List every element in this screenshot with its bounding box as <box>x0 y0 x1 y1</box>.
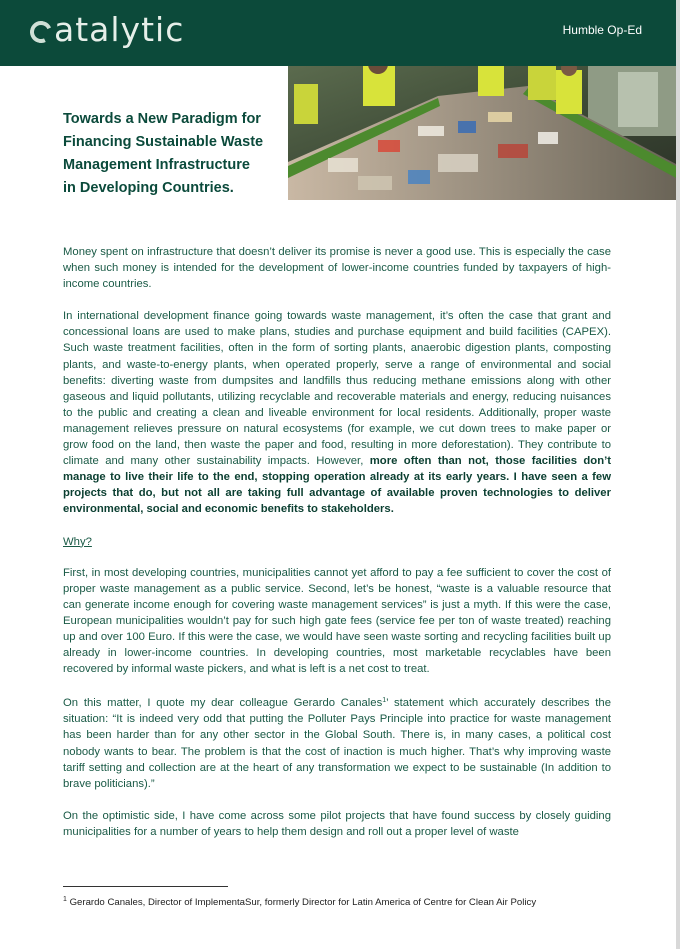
paragraph-intro: Money spent on infrastructure that doesn’t deliver its promise is never a good use. This is especially the case when such money is intended for the development of lower-income countries funded by taxpayers of high-income countries. <box>63 246 611 291</box>
title-line: Towards a New Paradigm for <box>63 111 261 127</box>
paragraph-finance <box>63 308 611 517</box>
article-body <box>63 244 611 856</box>
logo-c-icon <box>27 18 55 46</box>
brand-name: atalytic <box>54 10 185 49</box>
paragraph-quote-b: ’ statement which accurately describes the situation: “It is indeed very odd that putting the Polluter Pays Principle into practice for waste management has been harder than for any other sector in the Global South. There is, in many cases, a political cost nobody wants to bear. The problem is that the cost of inaction is much higher. That’s why improving waste tariff setting and collection are at the heart of any transformation we expect to be sustainable (In addition to brave politicians).” <box>63 697 611 790</box>
series-label: Humble Op-Ed <box>562 23 642 37</box>
title-line: Financing Sustainable Waste <box>63 134 264 150</box>
footnote-text: Gerardo Canales, Director of ImplementaSur, formerly Director for Latin America of Centre for Clean Air Policy <box>69 897 537 908</box>
paragraph-finance-bold: more often than not, those facilities don’t manage to live their life to the end, stopping operation already at its early years. I have seen a few projects that do, but not all are taking full advantage of available proven technologies to deliver environmental, social and economic benefits to stakeholders. <box>63 455 611 516</box>
sorting-line-photo <box>288 66 676 200</box>
article-title <box>63 108 283 200</box>
paragraph-reasons: First, in most developing countries, municipalities cannot yet afford to pay a fee sufficient to cover the cost of proper waste management as a public service. Second, let’s be honest, “waste is a valuable resource that can generate income enough for covering waste management services” is just a myth. If this were the case, European municipalities wouldn’t pay for such high gate fees (service fee per ton of waste treated) reaching up and over 100 Euro. If this were the case, we would have seen waste sorting and recycling facilities built up already in lower-income countries. In developing countries, most marketable recyclables have been recovered by informal waste pickers, and what is left is a net cost to treat. <box>63 566 611 676</box>
footnote <box>63 893 603 909</box>
footnote-ref: 1 <box>382 697 387 705</box>
footnote-divider <box>63 886 228 887</box>
header-photo <box>288 66 676 200</box>
paragraph-quote <box>63 693 611 792</box>
title-line: Management Infrastructure <box>63 157 250 173</box>
paragraph-finance-text: In international development finance going towards waste management, it’s often the case that grant and concessional loans are used to make plans, studies and purchase equipment and build facilities (CAPEX). Such waste treatment facilities, often in the form of sorting plants, anaerobic digestion plants, composting plants, and waste-to-energy plants, when operated properly, serve a range of environmental and social benefits: diverting waste from dumpsites and landfills thus reducing methane emissions along with other gaseous and liquid pollutants, utilizing recyclable and recoverable materials and energy, reducing nuisances to the public and creating a clean and liveable environment for local residents. Additionally, proper waste management relieves pressure on natural ecosystems (for example, we cut down trees to make paper or grow food on the land, then waste the paper and food, resulting in more deforestation). They contribute to climate and many other sustainability impacts. However, <box>63 310 611 468</box>
title-line: in Developing Countries. <box>63 180 234 196</box>
paragraph-optimistic: On the optimistic side, I have come across some pilot projects that have found success by closely guiding municipalities for a number of years to help them design and roll out a proper level of waste <box>63 809 611 838</box>
why-heading <box>63 534 611 550</box>
footnote-marker: 1 <box>63 896 67 903</box>
paragraph-quote-a: On this matter, I quote my dear colleague Gerardo Canales <box>63 697 383 710</box>
header-bar <box>0 0 676 66</box>
why-heading-text: Why? <box>63 535 92 548</box>
brand-logo <box>30 10 184 49</box>
